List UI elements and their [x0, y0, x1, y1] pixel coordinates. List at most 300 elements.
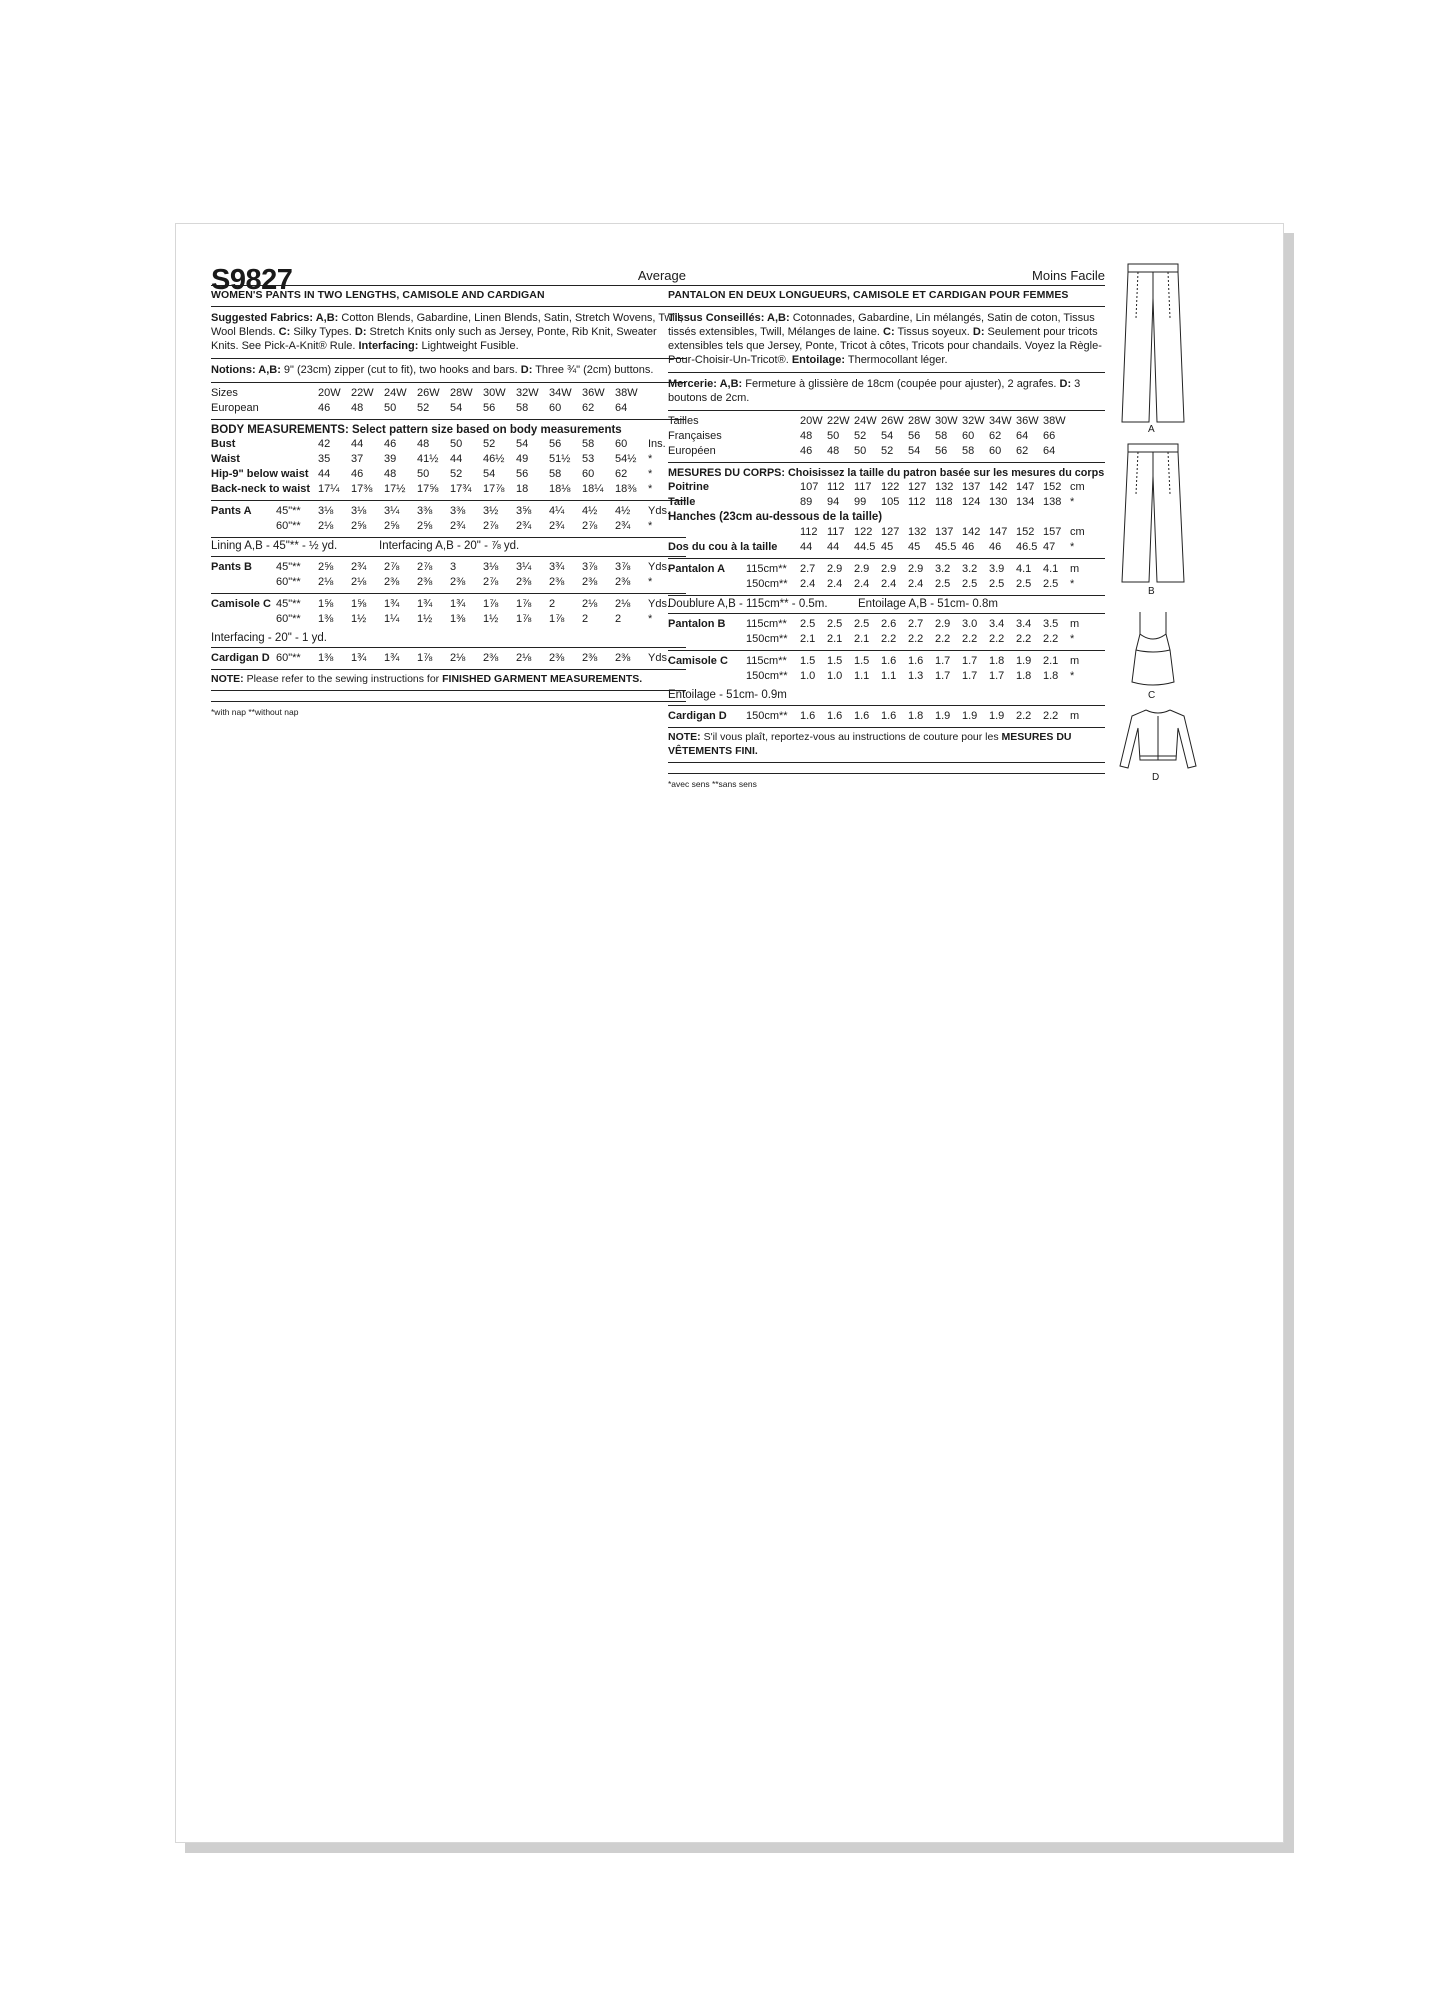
sizes-section-fr — [668, 411, 1105, 463]
value-cell: 157 — [1043, 525, 1062, 538]
value-cell: 2.9 — [827, 562, 843, 575]
value-cell: 112 — [908, 496, 926, 508]
value-cell: 112 — [800, 525, 818, 538]
size-cell: 50 — [384, 401, 397, 414]
value-cell: 2.9 — [881, 562, 897, 575]
value-cell: 2.5 — [1016, 577, 1032, 590]
view-d-label: D — [1152, 772, 1160, 783]
value-cell: 1.5 — [827, 655, 843, 667]
value-cell: 2.7 — [800, 562, 816, 575]
size-cell: 34W — [549, 386, 572, 399]
value-cell: 1.7 — [962, 655, 978, 667]
value-cell: 44.5 — [854, 540, 876, 553]
garment-label — [211, 519, 276, 534]
pantalon-b-table — [668, 617, 1105, 647]
value-cell: 3¼ — [516, 560, 532, 573]
value-cell: 2 — [582, 612, 589, 625]
value-cell: 2 — [615, 612, 622, 625]
value-cell: 45 — [881, 540, 894, 553]
value-cell: 2⅝ — [417, 520, 433, 532]
value-cell: 3⅜ — [450, 505, 466, 517]
value-cell: 46½ — [483, 453, 505, 465]
fabric-width: 150cm** — [746, 633, 788, 645]
unit-cell: * — [1070, 633, 1075, 645]
row-label: Françaises — [668, 429, 722, 442]
french-sizes-row — [668, 429, 1105, 444]
value-cell: 52 — [450, 468, 463, 480]
value-cell: 1⅝ — [318, 597, 334, 610]
cardigan-d-table — [211, 651, 686, 666]
value-cell: 44 — [318, 468, 331, 480]
garment-label — [668, 632, 746, 647]
value-cell: 1¾ — [384, 652, 400, 664]
value-cell: 2⅜ — [417, 575, 433, 588]
value-cell: 42 — [318, 438, 331, 450]
value-cell: 2⅛ — [318, 520, 334, 532]
value-cell: 1⅞ — [417, 652, 433, 664]
size-cell: 60 — [989, 444, 1002, 457]
value-cell: 18¼ — [582, 483, 604, 495]
value-cell: 48 — [417, 438, 430, 450]
pantalon-a-table — [668, 562, 1105, 592]
value-cell: 35 — [318, 453, 331, 465]
value-cell: 2¾ — [450, 520, 466, 532]
measure-label: Bust — [211, 438, 236, 450]
value-cell: 2⅛ — [318, 575, 334, 588]
value-cell: 3⅜ — [417, 505, 433, 517]
value-cell: 56 — [549, 438, 562, 450]
size-cell: 32W — [962, 414, 985, 427]
value-cell: 1.5 — [854, 655, 870, 667]
size-cell: 30W — [483, 386, 506, 399]
value-cell: 1.0 — [800, 670, 816, 682]
body-measurements-heading: BODY MEASUREMENTS: Select pattern size based on body measurements — [211, 423, 622, 436]
value-cell: 1¾ — [417, 597, 433, 610]
value-cell: 18 — [516, 483, 529, 495]
garment-label — [668, 577, 746, 592]
yardage-row — [211, 612, 686, 627]
pants-long-icon — [1118, 258, 1188, 428]
unit-cell: m — [1070, 562, 1080, 575]
value-cell: 54 — [516, 438, 529, 450]
value-cell: 2⅞ — [582, 520, 598, 532]
measure-label: Poitrine — [668, 481, 709, 493]
size-cell: 58 — [962, 444, 975, 457]
view-d-sketch — [1118, 706, 1208, 786]
spacer — [1070, 444, 1105, 459]
view-a-label: A — [1148, 424, 1155, 435]
unit-cell: m — [1070, 655, 1080, 667]
value-cell: 1.5 — [800, 655, 816, 667]
yardage-cardigan-d-fr — [668, 706, 1105, 728]
lining-text-fr: Doublure A,B - 115cm** - 0.5m. — [668, 597, 828, 610]
value-cell: 2⅞ — [384, 560, 400, 573]
value-cell: 46 — [351, 468, 364, 480]
value-cell: 2.5 — [935, 577, 951, 590]
value-cell: 44 — [800, 540, 813, 553]
value-cell: 49 — [516, 453, 529, 465]
value-cell: 53 — [582, 453, 595, 465]
interfacing-c-text: Interfacing - 20" - 1 yd. — [211, 631, 327, 644]
yardage-row-fr — [668, 562, 1105, 577]
unit-cell: Yds. — [648, 597, 671, 610]
size-cell: 58 — [516, 401, 529, 414]
value-cell: 2.1 — [1043, 655, 1059, 667]
value-cell: 2.1 — [827, 633, 843, 645]
value-cell: 1.9 — [935, 709, 951, 722]
value-cell: 2⅜ — [615, 575, 631, 588]
spacer — [668, 525, 800, 540]
value-cell: 2⅜ — [549, 652, 565, 664]
value-cell: 137 — [962, 481, 981, 493]
yardage-row — [211, 560, 686, 575]
value-cell: 2.4 — [827, 577, 843, 590]
size-cell: 20W — [318, 386, 341, 399]
value-cell: 152 — [1016, 525, 1035, 538]
yardage-row — [211, 504, 686, 519]
value-cell: 50 — [417, 468, 430, 480]
difficulty-level: Average — [637, 267, 686, 283]
value-cell: 17¾ — [450, 483, 472, 495]
size-cell: 24W — [384, 386, 407, 399]
value-cell: 2¾ — [516, 520, 532, 532]
size-cell: 56 — [483, 401, 496, 414]
measure-label: Waist — [211, 453, 240, 465]
value-cell: 1.8 — [1016, 670, 1032, 682]
divider-fr — [668, 763, 1105, 774]
value-cell: 3 — [450, 560, 457, 573]
yardage-row-fr — [668, 617, 1105, 632]
value-cell: 1.3 — [908, 670, 924, 682]
value-cell: 58 — [549, 468, 562, 480]
value-cell: 1½ — [351, 612, 367, 625]
body-measurements-table-fr — [668, 480, 1105, 510]
value-cell: 1.7 — [935, 655, 951, 667]
value-cell: 1¾ — [351, 652, 367, 664]
value-cell: 1.1 — [881, 670, 897, 682]
value-cell: 2.2 — [1016, 709, 1032, 722]
spacer — [1070, 414, 1105, 429]
unit-cell: cm — [1070, 525, 1085, 538]
pants-short-icon — [1118, 438, 1188, 586]
body-row — [211, 482, 686, 497]
value-cell: 2⅝ — [384, 520, 400, 532]
body-row — [211, 467, 686, 482]
value-cell: 147 — [1016, 481, 1035, 493]
value-cell: 138 — [1043, 496, 1062, 508]
body-measurements — [211, 420, 686, 502]
size-cell: 20W — [800, 414, 823, 427]
value-cell: 60 — [582, 468, 595, 480]
value-cell: 1.6 — [881, 709, 897, 722]
value-cell: 2.9 — [935, 618, 951, 630]
size-cell: 32W — [516, 386, 539, 399]
value-cell: 2⅛ — [615, 597, 631, 610]
value-cell: 51½ — [549, 453, 571, 465]
size-cell: 64 — [1043, 444, 1056, 457]
notions-fr: Mercerie: A,B: Fermeture à glissière de 18cm (coupée pour ajuster), 2 agrafes. D: 3 boutons de 2cm. — [668, 373, 1105, 411]
value-cell: 46 — [989, 540, 1002, 553]
value-cell: 2⅜ — [582, 652, 598, 664]
size-cell: 46 — [318, 401, 331, 414]
value-cell: 2⅞ — [417, 560, 433, 573]
value-cell: 117 — [854, 481, 872, 493]
value-cell: 2⅜ — [549, 575, 565, 588]
value-cell: 112 — [827, 481, 845, 493]
value-cell: 2¾ — [549, 520, 565, 532]
value-cell: 2.4 — [881, 577, 897, 590]
size-cell: 38W — [615, 386, 638, 399]
fabric-width: 60"** — [276, 652, 301, 664]
value-cell: 1¾ — [450, 597, 466, 610]
value-cell: 2.7 — [908, 618, 924, 630]
value-cell: 1.8 — [1043, 670, 1059, 682]
view-b-sketch — [1118, 438, 1208, 608]
size-cell: 66 — [1043, 429, 1056, 442]
value-cell: 122 — [881, 481, 900, 493]
value-cell: 2¾ — [615, 520, 631, 532]
value-cell: 2⅜ — [450, 575, 466, 588]
footnote-fr: *avec sens **sans sens — [668, 778, 757, 789]
value-cell: 50 — [450, 438, 463, 450]
yardage-cardigan-d — [211, 648, 686, 670]
yardage-row — [211, 519, 686, 534]
fabric-width: 115cm** — [746, 618, 787, 630]
body-row-fr — [668, 495, 1105, 510]
value-cell: 2.5 — [800, 618, 816, 630]
interfacing-ab-text-fr: Entoilage A,B - 51cm- 0.8m — [858, 597, 998, 610]
view-a-sketch — [1118, 258, 1208, 438]
unit-cell: m — [1070, 709, 1080, 722]
value-cell: 37 — [351, 453, 364, 465]
yardage-row-fr — [668, 709, 1105, 724]
value-cell: 3.9 — [989, 562, 1005, 575]
value-cell: 44 — [450, 453, 463, 465]
value-cell: 124 — [962, 496, 981, 508]
fabric-width: 115cm** — [746, 655, 787, 667]
value-cell: 45.5 — [935, 540, 957, 553]
value-cell: 132 — [908, 525, 927, 538]
hips-label: Hanches (23cm au-dessous de la taille) — [668, 511, 883, 523]
size-cell: 36W — [1016, 414, 1039, 427]
value-cell: 17½ — [384, 483, 406, 495]
lining-interfacing-row-fr — [668, 596, 1105, 615]
value-cell: 2⅞ — [483, 575, 499, 588]
fabric-width: 45"** — [276, 597, 301, 610]
size-cell: 60 — [549, 401, 562, 414]
cardigan-icon — [1118, 706, 1198, 774]
value-cell: 54½ — [615, 453, 637, 465]
value-cell: 142 — [962, 525, 981, 538]
value-cell: 2⅞ — [483, 520, 499, 532]
unit-cell: cm — [1070, 481, 1085, 493]
size-cell: 24W — [854, 414, 877, 427]
divider — [211, 691, 686, 702]
size-cell: 62 — [1016, 444, 1029, 457]
fabric-width: 115cm** — [746, 562, 787, 575]
value-cell: 44 — [827, 540, 840, 553]
value-cell: 1.0 — [827, 670, 843, 682]
body-measurements-table — [211, 437, 686, 497]
unit-cell: m — [1070, 618, 1080, 630]
size-cell: 50 — [827, 429, 840, 442]
value-cell: 2¾ — [351, 560, 367, 573]
value-cell: 1.1 — [854, 670, 870, 682]
value-cell: 127 — [908, 481, 927, 493]
value-cell: 54 — [483, 468, 496, 480]
fabric-width: 150cm** — [746, 709, 788, 722]
value-cell: 3.4 — [1016, 618, 1032, 630]
value-cell: 52 — [483, 438, 496, 450]
value-cell: 46.5 — [1016, 540, 1038, 553]
pants-b-table — [211, 560, 686, 590]
size-cell: 52 — [417, 401, 430, 414]
size-cell: 52 — [854, 429, 867, 442]
value-cell: 99 — [854, 496, 867, 508]
value-cell: 3.2 — [935, 562, 951, 575]
value-cell: 3.2 — [962, 562, 978, 575]
sizes-table — [211, 386, 686, 416]
size-cell: 62 — [582, 401, 595, 414]
value-cell: 2.1 — [854, 633, 870, 645]
value-cell: 1⅞ — [549, 612, 565, 625]
pattern-title: WOMEN'S PANTS IN TWO LENGTHS, CAMISOLE AND CARDIGAN — [211, 288, 686, 307]
measure-label: Dos du cou à la taille — [668, 540, 778, 553]
body-row-fr — [668, 480, 1105, 495]
size-cell: 56 — [935, 444, 948, 457]
fabric-width: 60"** — [276, 575, 301, 588]
value-cell: 1.8 — [908, 709, 924, 722]
value-cell: 2.4 — [908, 577, 924, 590]
size-cell: 22W — [827, 414, 850, 427]
lining-interfacing-row — [211, 538, 686, 557]
measure-label: Taille — [668, 496, 696, 508]
value-cell: 2.6 — [881, 618, 897, 630]
value-cell: 46 — [962, 540, 975, 553]
size-cell: 64 — [1016, 429, 1029, 442]
value-cell: 2.2 — [1043, 709, 1059, 722]
value-cell: 2.4 — [854, 577, 870, 590]
value-cell: 3⅛ — [351, 505, 367, 517]
european-row-fr — [668, 444, 1105, 459]
value-cell: 62 — [615, 468, 628, 480]
size-cell: 48 — [800, 429, 813, 442]
suggested-fabrics-fr: Tissus Conseillés: A,B: Cotonnades, Gabardine, Lin mélangés, Satin de coton, Tissus tissés extensibles, Twill, Mélanges de laine. C: Tissus soyeux. D: Seulement pour tricots extensibles tels que Jersey, Ponte, Tricot à côtes, Tricots pour chandails. Voyez la Règle-Pour-Choisir-Un-Tricot®. Entoilage: Thermocollant léger. — [668, 307, 1105, 373]
fabric-width: 60"** — [276, 612, 301, 625]
spacer — [1070, 429, 1105, 444]
interfacing-c-row — [211, 630, 686, 649]
value-cell: 2.1 — [800, 633, 816, 645]
value-cell: 1.6 — [827, 709, 843, 722]
body-measurements-heading-fr: MESURES DU CORPS: Choisissez la taille du patron basée sur les mesures du corps — [668, 466, 1105, 479]
value-cell: 117 — [827, 525, 845, 538]
size-cell: 56 — [908, 429, 921, 442]
value-cell: 1.7 — [962, 670, 978, 682]
value-cell: 3.4 — [989, 618, 1005, 630]
value-cell: 132 — [935, 481, 954, 493]
size-cell: 52 — [881, 444, 894, 457]
value-cell: 1¼ — [384, 612, 400, 625]
value-cell: 89 — [800, 496, 813, 508]
value-cell: 137 — [935, 525, 954, 538]
european-label: European — [211, 401, 259, 414]
value-cell: 2.2 — [989, 633, 1005, 645]
value-cell: 3⅛ — [318, 505, 334, 517]
value-cell: 1⅞ — [516, 597, 532, 610]
yardage-pantalon-a — [668, 559, 1105, 596]
hips-table — [668, 525, 1105, 555]
sizes-section — [211, 383, 686, 420]
value-cell: 17⅝ — [417, 483, 439, 495]
yardage-pants-a — [211, 501, 686, 538]
yardage-row — [211, 575, 686, 590]
french-column — [668, 255, 1105, 791]
unit-cell: * — [1070, 577, 1075, 590]
sizes-label: Sizes — [211, 386, 238, 399]
value-cell: 2⅜ — [582, 575, 598, 588]
garment-label: Camisole C — [668, 655, 728, 667]
garment-label: Camisole C — [211, 597, 271, 610]
back-row — [668, 540, 1105, 555]
value-cell: 17⅞ — [483, 483, 505, 495]
unit-cell: * — [648, 468, 653, 480]
unit-cell: Ins. — [648, 438, 666, 450]
measure-label: Hip-9" below waist — [211, 468, 309, 480]
value-cell: 1.9 — [989, 709, 1005, 722]
english-column — [211, 255, 686, 720]
value-cell: 47 — [1043, 540, 1056, 553]
value-cell: 3.0 — [962, 618, 978, 630]
value-cell: 1⅜ — [450, 612, 466, 625]
value-cell: 44 — [351, 438, 364, 450]
garment-label — [668, 669, 746, 684]
cardigan-d-table-fr — [668, 709, 1105, 724]
camisole-icon — [1118, 608, 1188, 688]
size-cell: 26W — [881, 414, 904, 427]
value-cell: 4½ — [582, 505, 598, 517]
lining-text: Lining A,B - 45"** - ½ yd. — [211, 540, 338, 552]
value-cell: 2.5 — [962, 577, 978, 590]
footnote: *with nap **without nap — [211, 707, 299, 717]
size-cell: 58 — [935, 429, 948, 442]
value-cell: 45 — [908, 540, 921, 553]
difficulty-level-fr: Moins Facile — [1032, 267, 1105, 283]
value-cell: 4.1 — [1043, 562, 1059, 575]
size-cell: 54 — [908, 444, 921, 457]
value-cell: 4½ — [615, 505, 631, 517]
camisole-c-table-fr — [668, 654, 1105, 684]
value-cell: 1.6 — [854, 709, 870, 722]
finished-measurements-note: NOTE: Please refer to the sewing instructions for FINISHED GARMENT MEASUREMENTS. — [211, 670, 686, 691]
value-cell: 4.1 — [1016, 562, 1032, 575]
value-cell: 1.6 — [800, 709, 816, 722]
value-cell: 2⅛ — [516, 652, 532, 664]
value-cell: 2.9 — [908, 562, 924, 575]
value-cell: 2.9 — [854, 562, 870, 575]
value-cell: 2.2 — [908, 633, 924, 645]
value-cell: 2.2 — [1016, 633, 1032, 645]
unit-cell: Yds. — [648, 652, 671, 664]
unit-cell: * — [1070, 496, 1075, 508]
garment-label: Pants B — [211, 560, 252, 573]
value-cell: 2.5 — [854, 618, 870, 630]
european-row — [211, 401, 686, 416]
value-cell: 3⅛ — [483, 560, 499, 573]
unit-cell: * — [1070, 540, 1075, 553]
value-cell: 142 — [989, 481, 1008, 493]
sizes-row — [211, 386, 686, 401]
yardage-row-fr — [668, 632, 1105, 647]
